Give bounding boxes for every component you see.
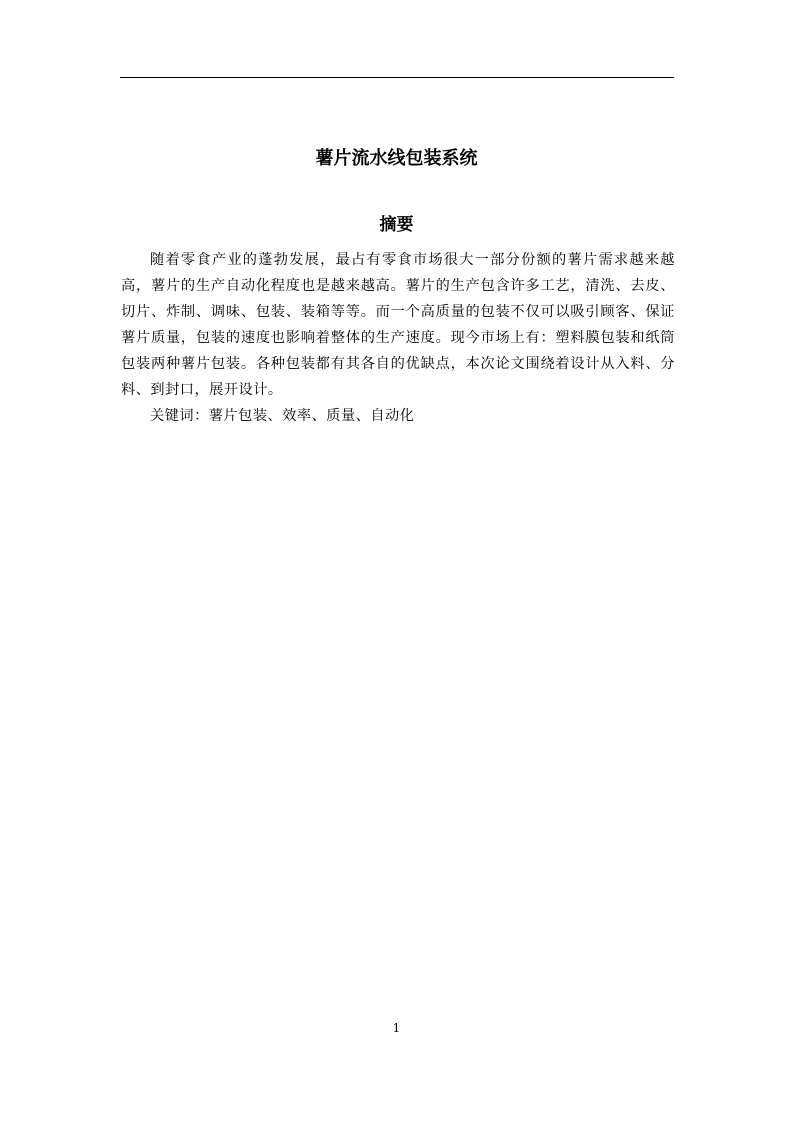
document-title: 薯片流水线包装系统 [315, 148, 478, 169]
keywords-line: 关键词：薯片包装、效率、质量、自动化 [150, 408, 415, 424]
abstract-heading: 摘要 [379, 215, 414, 235]
header-rule [120, 77, 674, 78]
abstract-body: 随着零食产业的蓬勃发展，最占有零食市场很大一部分份额的薯片需求越来越高，薯片的生产自动化程度也是越来越高。薯片的生产包含许多工艺，清洗、去皮、切片、炸制、调味、包装、装箱等等。而一个高质量的包装不仅可以吸引顾客、保证薯片质量，包装的速度也影响着整体的生产速度。现今市场上有：塑料膜包装和纸筒包装两种薯片包装。各种包装都有其各自的优缺点，本次论文围绕着设计从入料、分料、到封口，展开设计。 [121, 252, 675, 398]
page-number: 1 [392, 1021, 401, 1035]
